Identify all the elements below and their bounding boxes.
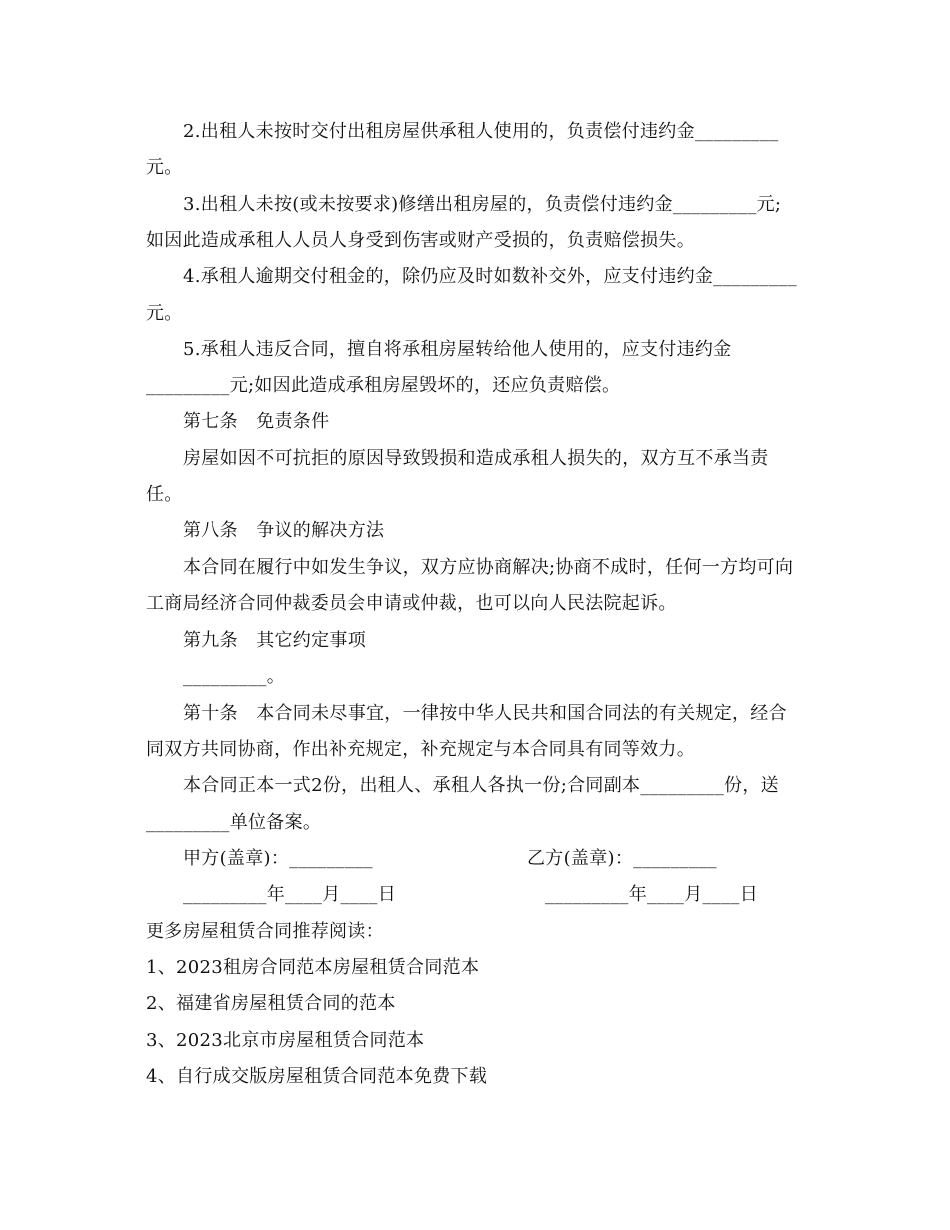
clause-7-line1: 房屋如因不可抗拒的原因导致毁损和造成承租人损失的，双方互不承当责	[183, 448, 769, 469]
clause-8-title: 第八条 争议的解决方法	[183, 520, 385, 541]
clause-9-blank: _________。	[183, 666, 285, 687]
clause-6-item-4-line1: 4.承租人逾期交付租金的，除仍应及时如数补交外，应支付违约金_________	[183, 266, 797, 287]
copies-line1: 本合同正本一式2份，出租人、承租人各执一份;合同副本_________份，送	[183, 775, 779, 796]
clause-10-line2: 同双方共同协商，作出补充规定，补充规定与本合同具有同等效力。	[146, 739, 695, 760]
party-b-seal: 乙方(盖章)：_________	[527, 848, 717, 869]
related-link-4[interactable]: 4、自行成交版房屋租赁合同范本免费下载	[146, 1066, 488, 1087]
clause-6-item-5-line1: 5.承租人违反合同，擅自将承租房屋转给他人使用的，应支付违约金	[183, 339, 732, 360]
party-a-seal: 甲方(盖章)：_________	[183, 848, 373, 869]
related-link-3[interactable]: 3、2023北京市房屋租赁合同范本	[146, 1030, 425, 1051]
party-b-date: _________年____月____日	[545, 884, 758, 905]
clause-7-line2: 任。	[146, 484, 183, 505]
related-link-1[interactable]: 1、2023租房合同范本房屋租赁合同范本	[146, 957, 480, 978]
clause-6-item-3-line2: 如因此造成承租人人员人身受到伤害或财产受损的，负责赔偿损失。	[146, 230, 695, 251]
related-link-2[interactable]: 2、福建省房屋租赁合同的范本	[146, 993, 396, 1014]
related-heading: 更多房屋租赁合同推荐阅读：	[146, 921, 384, 942]
clause-7-title: 第七条 免责条件	[183, 411, 330, 432]
copies-line2: _________单位备案。	[146, 812, 322, 833]
clause-10-line1: 第十条 本合同未尽事宜，一律按中华人民共和国合同法的有关规定，经合	[183, 703, 787, 724]
clause-9-title: 第九条 其它约定事项	[183, 630, 366, 651]
clause-6-item-2-line2: 元。	[146, 157, 183, 178]
clause-8-line2: 工商局经济合同仲裁委员会申请或仲裁，也可以向人民法院起诉。	[146, 593, 677, 614]
party-a-date: _________年____月____日	[183, 884, 396, 905]
clause-6-item-3-line1: 3.出租人未按(或未按要求)修缮出租房屋的，负责偿付违约金_________元;	[183, 194, 782, 215]
clause-6-item-2-line1: 2.出租人未按时交付出租房屋供承租人使用的，负责偿付违约金_________	[183, 121, 779, 142]
clause-6-item-4-line2: 元。	[146, 303, 183, 324]
clause-8-line1: 本合同在履行中如发生争议，双方应协商解决;协商不成时，任何一方均可向	[183, 557, 794, 578]
clause-6-item-5-line2: _________元;如因此造成承租房屋毁坏的，还应负责赔偿。	[146, 375, 621, 396]
